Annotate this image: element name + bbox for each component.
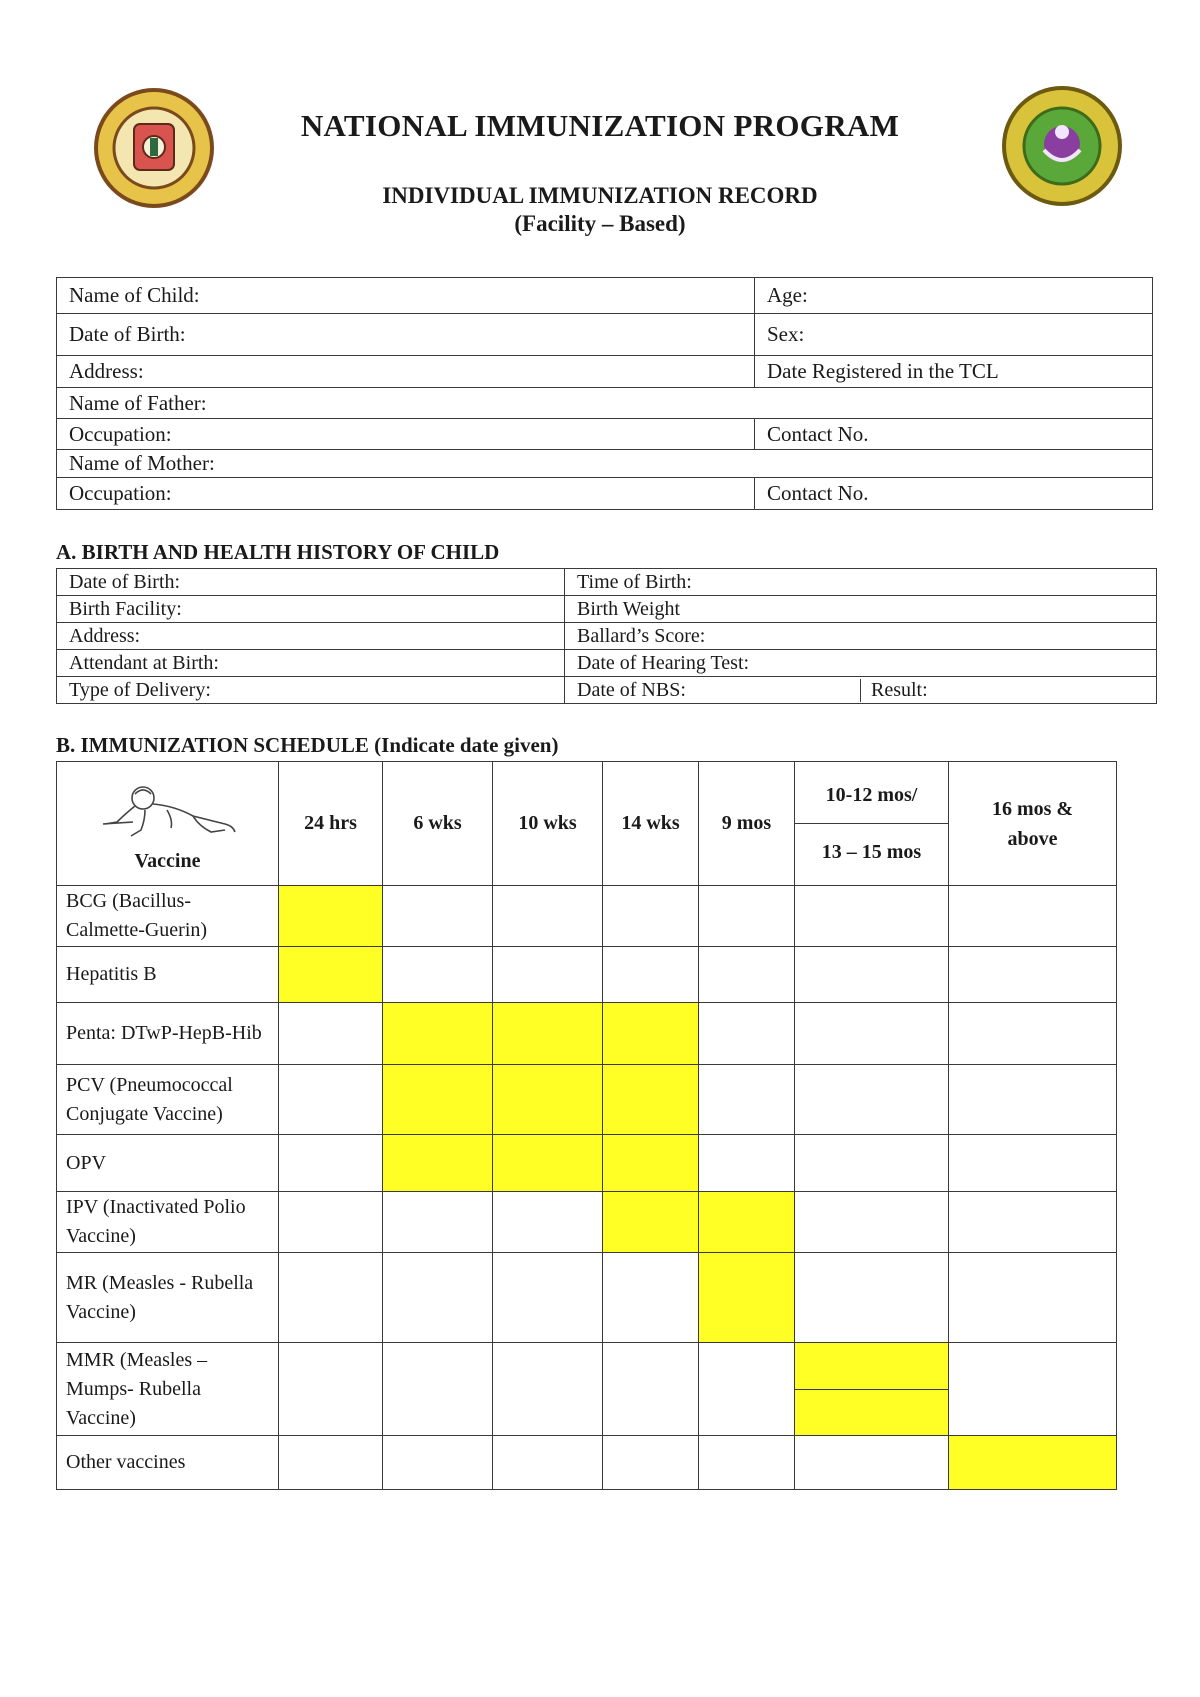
program-title: NATIONAL IMMUNIZATION PROGRAM (300, 108, 900, 143)
date-cell[interactable] (949, 1192, 1117, 1253)
date-of-nbs-field[interactable]: Date of NBS: (577, 678, 686, 701)
col-24-hrs: 24 hrs (279, 762, 383, 886)
vaccine-label: PCV (Pneumococcal Conjugate Vaccine) (57, 1065, 279, 1135)
time-of-birth-field[interactable]: Time of Birth: (565, 569, 1157, 596)
birth-facility-field[interactable]: Birth Facility: (57, 596, 565, 623)
date-cell[interactable] (493, 1135, 603, 1192)
hearing-test-field[interactable]: Date of Hearing Test: (565, 650, 1157, 677)
col-6-wks: 6 wks (383, 762, 493, 886)
table-row (57, 1065, 1117, 1135)
vaccine-header (57, 762, 279, 886)
mother-contact-field[interactable]: Contact No. (755, 478, 1153, 510)
mother-occupation-field[interactable]: Occupation: (57, 478, 755, 510)
vaccine-label: Hepatitis B (57, 947, 279, 1003)
date-cell[interactable] (949, 886, 1117, 947)
table-row (57, 886, 1117, 947)
date-cell[interactable] (279, 947, 383, 1003)
date-of-birth-field[interactable]: Date of Birth: (57, 314, 755, 356)
date-cell[interactable] (603, 1135, 699, 1192)
date-cell[interactable] (699, 1253, 795, 1343)
date-cell[interactable] (383, 1253, 493, 1343)
date-cell[interactable] (795, 1436, 949, 1490)
nbs-result-field[interactable]: Result: (860, 679, 928, 702)
date-cell[interactable] (383, 1436, 493, 1490)
date-registered-field[interactable]: Date Registered in the TCL (755, 356, 1153, 388)
date-cell[interactable] (603, 947, 699, 1003)
date-cell[interactable] (795, 947, 949, 1003)
father-occupation-field[interactable]: Occupation: (57, 419, 755, 450)
date-cell[interactable] (603, 1253, 699, 1343)
record-subtitle: (Facility – Based) (514, 211, 686, 236)
immunization-schedule-table (56, 761, 1117, 1490)
date-cell[interactable] (383, 1003, 493, 1065)
date-cell[interactable] (279, 1135, 383, 1192)
section-b-title: B. IMMUNIZATION SCHEDULE (Indicate date given) (56, 733, 559, 757)
date-cell[interactable] (493, 886, 603, 947)
date-cell[interactable] (603, 1003, 699, 1065)
vaccine-label: Other vaccines (57, 1436, 279, 1490)
table-row (57, 1003, 1117, 1065)
table-row (57, 1436, 1117, 1490)
birth-date-field[interactable]: Date of Birth: (57, 569, 565, 596)
table-row (57, 1135, 1117, 1192)
date-cell[interactable] (383, 1192, 493, 1253)
table-row (57, 1253, 1117, 1343)
date-cell[interactable] (699, 1192, 795, 1253)
date-cell[interactable] (383, 1135, 493, 1192)
date-cell[interactable] (493, 1253, 603, 1343)
col-10-15-mos (795, 762, 949, 886)
date-cell[interactable] (949, 1343, 1117, 1436)
date-cell[interactable] (699, 1003, 795, 1065)
age-field[interactable]: Age: (755, 278, 1153, 314)
date-cell[interactable] (949, 947, 1117, 1003)
vaccine-label: MR (Measles - Rubella Vaccine) (57, 1253, 279, 1343)
date-cell[interactable] (279, 1003, 383, 1065)
vaccine-label: MMR (Measles – Mumps- Rubella Vaccine) (57, 1343, 279, 1436)
date-cell[interactable] (949, 1003, 1117, 1065)
name-of-father-field[interactable]: Name of Father: (57, 388, 1153, 419)
mmr-date-cell[interactable] (795, 1343, 949, 1436)
record-title: INDIVIDUAL IMMUNIZATION RECORD (382, 183, 818, 208)
date-cell[interactable] (795, 1065, 949, 1135)
date-cell[interactable] (279, 1343, 383, 1436)
date-cell[interactable] (279, 1436, 383, 1490)
date-cell[interactable] (795, 1135, 949, 1192)
date-cell[interactable] (795, 1253, 949, 1343)
date-cell[interactable] (949, 1135, 1117, 1192)
vaccine-label: OPV (57, 1135, 279, 1192)
date-cell[interactable] (493, 1343, 603, 1436)
col-9-mos: 9 mos (699, 762, 795, 886)
table-row (57, 947, 1117, 1003)
date-cell[interactable] (383, 1343, 493, 1436)
date-cell[interactable] (699, 886, 795, 947)
date-cell[interactable] (603, 1343, 699, 1436)
birth-address-field[interactable]: Address: (57, 623, 565, 650)
date-cell[interactable] (383, 1065, 493, 1135)
date-cell[interactable] (493, 947, 603, 1003)
address-field[interactable]: Address: (57, 356, 755, 388)
ballards-score-field[interactable]: Ballard’s Score: (565, 623, 1157, 650)
date-cell[interactable] (699, 1343, 795, 1436)
name-of-child-field[interactable]: Name of Child: (57, 278, 755, 314)
birth-history-table (56, 568, 1157, 704)
father-contact-field[interactable]: Contact No. (755, 419, 1153, 450)
table-row (57, 1192, 1117, 1253)
date-cell[interactable] (949, 1065, 1117, 1135)
type-of-delivery-field[interactable]: Type of Delivery: (57, 677, 565, 704)
crawling-baby-icon (83, 782, 253, 840)
date-cell[interactable] (949, 1436, 1117, 1490)
date-cell[interactable] (493, 1003, 603, 1065)
col-10-12-mos: 10-12 mos/ (795, 767, 948, 824)
date-cell[interactable] (279, 886, 383, 947)
date-cell[interactable] (699, 1065, 795, 1135)
date-cell[interactable] (699, 1436, 795, 1490)
vaccine-header-label: Vaccine (134, 850, 201, 872)
date-cell[interactable] (603, 886, 699, 947)
date-cell[interactable] (603, 1436, 699, 1490)
date-cell[interactable] (279, 1253, 383, 1343)
sex-field[interactable]: Sex: (755, 314, 1153, 356)
date-cell[interactable] (279, 1192, 383, 1253)
date-cell[interactable] (603, 1192, 699, 1253)
date-cell[interactable] (383, 947, 493, 1003)
nbs-cell (565, 677, 1157, 704)
date-cell[interactable] (383, 886, 493, 947)
vaccine-label: IPV (Inactivated Polio Vaccine) (57, 1192, 279, 1253)
birth-weight-field[interactable]: Birth Weight (565, 596, 1157, 623)
attendant-field[interactable]: Attendant at Birth: (57, 650, 565, 677)
date-cell[interactable] (795, 1192, 949, 1253)
date-cell[interactable] (949, 1253, 1117, 1343)
cell-divider (795, 1389, 948, 1390)
date-cell[interactable] (795, 1003, 949, 1065)
date-cell[interactable] (493, 1065, 603, 1135)
col-13-15-mos: 13 – 15 mos (821, 840, 922, 863)
date-cell[interactable] (493, 1436, 603, 1490)
vaccine-label: BCG (Bacillus-Calmette-Guerin) (57, 886, 279, 947)
name-of-mother-field[interactable]: Name of Mother: (57, 450, 1153, 478)
child-info-table (56, 277, 1153, 510)
col-16-mos: 16 mos & above (949, 762, 1117, 886)
vaccine-label: Penta: DTwP-HepB-Hib (57, 1003, 279, 1065)
date-cell[interactable] (279, 1065, 383, 1135)
date-cell[interactable] (699, 947, 795, 1003)
col-14-wks: 14 wks (603, 762, 699, 886)
section-a-title: A. BIRTH AND HEALTH HISTORY OF CHILD (56, 540, 500, 564)
col-10-wks: 10 wks (493, 762, 603, 886)
date-cell[interactable] (699, 1135, 795, 1192)
date-cell[interactable] (603, 1065, 699, 1135)
date-cell[interactable] (795, 886, 949, 947)
table-row (57, 1343, 1117, 1436)
date-cell[interactable] (493, 1192, 603, 1253)
